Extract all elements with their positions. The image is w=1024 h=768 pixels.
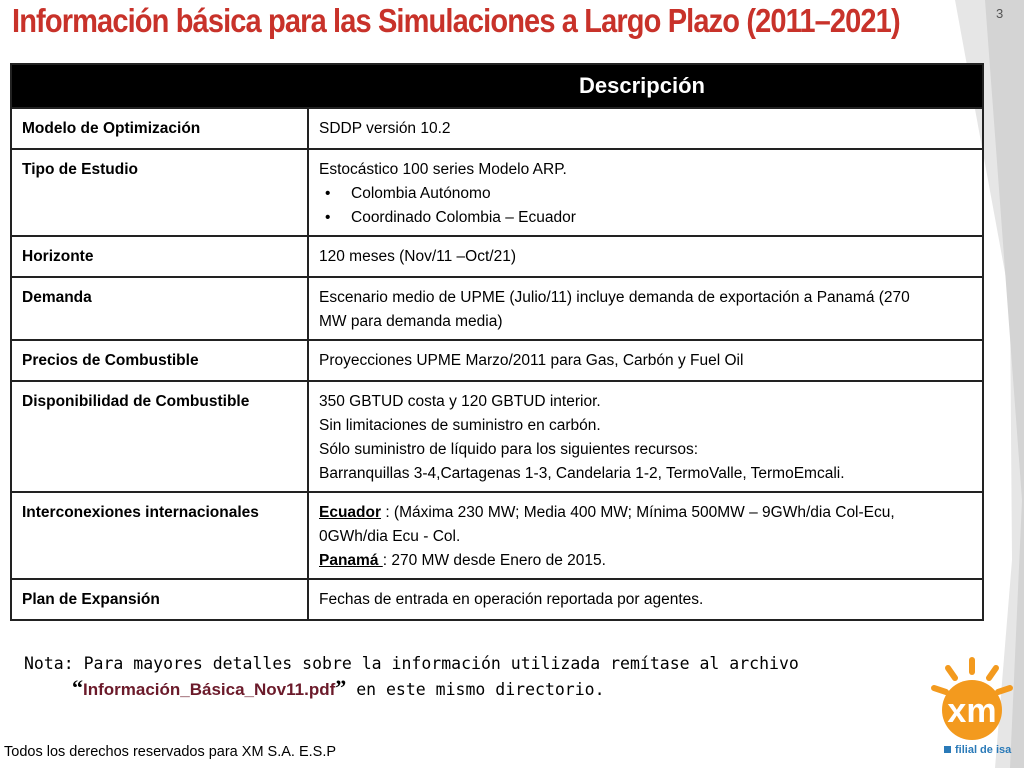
row-label: Disponibilidad de Combustible	[11, 381, 308, 492]
table-header	[11, 64, 983, 108]
row-label: Horizonte	[11, 236, 308, 277]
value-line: 0GWh/dia Ecu - Col.	[319, 528, 461, 545]
table-row	[11, 236, 983, 277]
row-value	[308, 381, 983, 492]
value-line: Barranquillas 3-4,Cartagenas 1-3, Candelaria 1-2, TermoValle, TermoEmcali.	[319, 465, 845, 482]
close-quote: ”	[335, 675, 347, 700]
logo-text: xm	[947, 692, 997, 730]
note	[24, 652, 799, 702]
value-line: Estocástico 100 series Modelo ARP.	[319, 161, 567, 178]
slide-title: Información básica para las Simulaciones a Largo Plazo (2011–2021)	[12, 2, 900, 39]
table-row	[11, 277, 983, 340]
row-value: Proyecciones UPME Marzo/2011 para Gas, Carbón y Fuel Oil	[308, 340, 983, 381]
value-line: Sin limitaciones de suministro en carbón.	[319, 417, 601, 434]
value-line: Sólo suministro de líquido para los siguientes recursos:	[319, 441, 699, 458]
note-text: Nota: Para mayores detalles sobre la información utilizada remítase al archivo	[24, 654, 799, 673]
row-value	[308, 277, 983, 340]
panama-label: Panamá	[319, 552, 383, 569]
header-label: Descripción	[579, 73, 705, 98]
table-row	[11, 492, 983, 579]
info-table	[10, 63, 984, 621]
list-item	[319, 182, 972, 206]
list-item	[319, 206, 972, 230]
table-row	[11, 381, 983, 492]
table-row	[11, 149, 983, 236]
xm-logo	[924, 650, 1020, 746]
row-label: Plan de Expansión	[11, 579, 308, 620]
list-item-text: Colombia Autónomo	[351, 185, 491, 202]
row-value: Fechas de entrada en operación reportada por agentes.	[308, 579, 983, 620]
table-row	[11, 108, 983, 149]
value-line	[319, 549, 972, 573]
table-header-row	[11, 64, 983, 108]
bullet-icon: •	[325, 185, 331, 202]
value-line: 350 GBTUD costa y 120 GBTUD interior.	[319, 393, 601, 410]
table-row	[11, 340, 983, 381]
list-item-text: Coordinado Colombia – Ecuador	[351, 209, 576, 226]
ecuador-label: Ecuador	[319, 504, 382, 521]
page-number: 3	[996, 6, 1004, 21]
bullet-icon: •	[325, 209, 331, 226]
footer-copyright: Todos los derechos reservados para XM S.A. E.S.P	[4, 744, 337, 760]
row-label: Tipo de Estudio	[11, 149, 308, 236]
row-label: Demanda	[11, 277, 308, 340]
table-row	[11, 579, 983, 620]
row-label: Interconexiones internacionales	[11, 492, 308, 579]
row-value: SDDP versión 10.2	[308, 108, 983, 149]
panama-text: : 270 MW desde Enero de 2015.	[382, 552, 606, 569]
row-label: Precios de Combustible	[11, 340, 308, 381]
open-quote: “	[72, 675, 83, 700]
row-value	[308, 492, 983, 579]
note-text-end: en este mismo directorio.	[346, 680, 605, 699]
value-line	[319, 501, 972, 525]
row-value: 120 meses (Nov/11 –Oct/21)	[308, 236, 983, 277]
row-label: Modelo de Optimización	[11, 108, 308, 149]
brand-square-icon	[944, 746, 951, 753]
ecuador-text: : (Máxima 230 MW; Media 400 MW; Mínima 500MW – 9GWh/dia Col-Ecu,	[381, 504, 895, 521]
row-value	[308, 149, 983, 236]
value-line: Escenario medio de UPME (Julio/11) incluye demanda de exportación a Panamá (270	[319, 289, 910, 306]
value-line: MW para demanda media)	[319, 313, 503, 330]
file-link[interactable]: Información_Básica_Nov11.pdf	[83, 680, 336, 699]
brand-text: filial de isa	[955, 744, 1012, 756]
brand-label	[944, 744, 1011, 756]
